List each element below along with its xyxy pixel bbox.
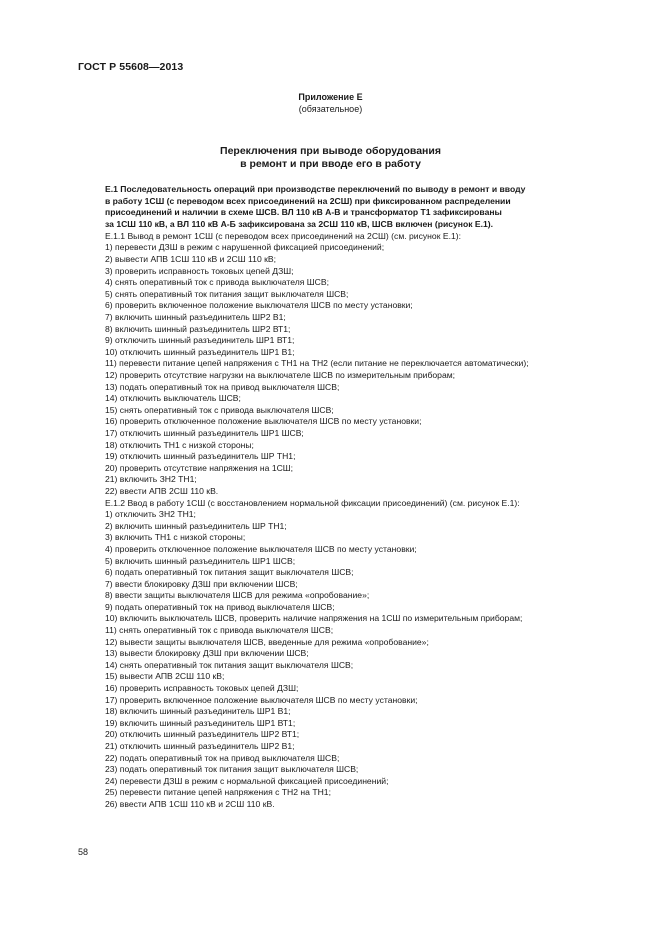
procedure-line: 15) снять оперативный ток с привода выключателя ШСВ; [105, 404, 334, 415]
procedure-line: 19) отключить шинный разъединитель ШР ТН1; [105, 451, 296, 462]
procedure-line: 14) отключить выключатель ШСВ; [105, 393, 241, 404]
lead-line: в работу 1СШ (с переводом всех присоединений на 2СШ) при фиксированном распределении [105, 195, 511, 206]
procedure-line: Е.1.2 Ввод в работу 1СШ (с восстановлением нормальной фиксации присоединений) (см. рисунок Е.1): [105, 497, 520, 508]
procedure-line: 11) перевести питание цепей напряжения с ТН1 на ТН2 (если питание не переключается автоматически); [105, 358, 529, 369]
procedure-line: 13) подать оперативный ток на привод выключателя ШСВ; [105, 381, 340, 392]
procedure-line: 4) проверить отключенное положение выключателя ШСВ по месту установки; [105, 543, 417, 554]
procedure-line: 19) включить шинный разъединитель ШР1 ВТ1; [105, 717, 296, 728]
procedure-line: 6) подать оперативный ток питания защит выключателя ШСВ; [105, 567, 354, 578]
procedure-line: 5) включить шинный разъединитель ШР1 ШСВ; [105, 555, 296, 566]
procedure-line: 23) подать оперативный ток питания защит выключателя ШСВ; [105, 764, 359, 775]
procedure-line: 8) ввести защиты выключателя ШСВ для режима «опробование»; [105, 590, 370, 601]
procedure-line: 9) отключить шинный разъединитель ШР1 ВТ1; [105, 335, 295, 346]
procedure-line: 10) отключить шинный разъединитель ШР1 В1; [105, 346, 295, 357]
procedure-line: 7) ввести блокировку ДЗШ при включении ШСВ; [105, 578, 298, 589]
section-body [105, 184, 602, 811]
title-line-1: Переключения при выводе оборудования [220, 145, 441, 157]
lead-line: Е.1 Последовательность операций при производстве переключений по выводу в ремонт и вводу [105, 184, 526, 194]
procedure-line: 18) отключить ТН1 с низкой стороны; [105, 439, 254, 450]
procedure-line: 1) отключить ЗН2 ТН1; [105, 509, 196, 520]
procedure-line: 22) подать оперативный ток на привод выключателя ШСВ; [105, 752, 340, 763]
procedure-line: 13) вывести блокировку ДЗШ при включении ШСВ; [105, 648, 309, 659]
appendix-label: Приложение Е [298, 92, 363, 102]
procedure-line: 16) проверить отключенное положение выключателя ШСВ по месту установки; [105, 416, 422, 427]
procedure-line: 9) подать оперативный ток на привод выключателя ШСВ; [105, 601, 335, 612]
procedure-line: 21) включить ЗН2 ТН1; [105, 474, 197, 485]
procedure-line: 14) снять оперативный ток питания защит выключателя ШСВ; [105, 659, 354, 670]
procedure-line: 16) проверить исправность токовых цепей ДЗШ; [105, 683, 299, 694]
procedure-line: 20) отключить шинный разъединитель ШР2 ВТ1; [105, 729, 300, 740]
procedure-line: 20) проверить отсутствие напряжения на 1СШ; [105, 462, 294, 473]
lead-line: присоединений и наличии в схеме ШСВ. ВЛ 110 кВ А-В и трансформатор Т1 зафиксированы [105, 207, 502, 218]
section-lead [105, 184, 602, 230]
procedure-line: 8) включить шинный разъединитель ШР2 ВТ1; [105, 323, 291, 334]
procedure-line: 2) включить шинный разъединитель ШР ТН1; [105, 520, 287, 531]
procedure-line: 1) перевести ДЗШ в режим с нарушенной фиксацией присоединений; [105, 242, 385, 253]
procedure-line: 21) отключить шинный разъединитель ШР2 В1; [105, 741, 295, 751]
procedure-line: 3) включить ТН1 с низкой стороны; [105, 532, 246, 543]
procedure-line: 22) ввести АПВ 2СШ 110 кВ. [105, 485, 219, 496]
procedure-line: 17) проверить включенное положение выключателя ШСВ по месту установки; [105, 694, 418, 705]
procedure-line: 10) включить выключатель ШСВ, проверить наличие напряжения на 1СШ по измерительным приборам; [105, 613, 523, 624]
procedure-line: 4) снять оперативный ток с привода выключателя ШСВ; [105, 277, 329, 288]
title-line-2: в ремонт и при вводе его в работу [240, 158, 421, 170]
appendix-title [0, 145, 661, 171]
procedure-line: 3) проверить исправность токовых цепей ДЗШ; [105, 265, 294, 276]
procedure-line: 2) вывести АПВ 1СШ 110 кВ и 2СШ 110 кВ; [105, 254, 276, 265]
procedure-line: 26) ввести АПВ 1СШ 110 кВ и 2СШ 110 кВ. [105, 798, 275, 809]
procedure-line: 11) снять оперативный ток с привода выключателя ШСВ; [105, 625, 334, 636]
procedure-line: 12) вывести защиты выключателя ШСВ, введенные для режима «опробование»; [105, 636, 429, 647]
procedure-line: 12) проверить отсутствие нагрузки на выключателе ШСВ по измерительным приборам; [105, 370, 456, 380]
procedure-line: Е.1.1 Вывод в ремонт 1СШ (с переводом всех присоединений на 2СШ) (см. рисунок Е.1): [105, 230, 462, 241]
procedure-line: 5) снять оперативный ток питания защит выключателя ШСВ; [105, 288, 349, 299]
procedure-list [105, 231, 602, 811]
procedure-line: 6) проверить включенное положение выключателя ШСВ по месту установки; [105, 300, 413, 311]
procedure-line: 18) включить шинный разъединитель ШР1 В1; [105, 706, 291, 717]
appendix-status: (обязательное) [298, 104, 363, 114]
procedure-line: 24) перевести ДЗШ в режим с нормальной фиксацией присоединений; [105, 775, 389, 786]
page-number: 58 [78, 847, 89, 857]
procedure-line: 25) перевести питание цепей напряжения с ТН2 на ТН1; [105, 787, 331, 798]
procedure-line: 17) отключить шинный разъединитель ШР1 ШСВ; [105, 427, 304, 438]
procedure-line: 15) вывести АПВ 2СШ 110 кВ; [105, 671, 225, 682]
appendix-heading [0, 91, 661, 115]
lead-line: за 1СШ 110 кВ, а ВЛ 110 кВ А-Б зафиксирована за 2СШ 110 кВ, ШСВ включен (рисунок Е.1). [105, 218, 494, 229]
procedure-line: 7) включить шинный разъединитель ШР2 В1; [105, 312, 286, 323]
document-header: ГОСТ Р 55608—2013 [78, 61, 184, 73]
